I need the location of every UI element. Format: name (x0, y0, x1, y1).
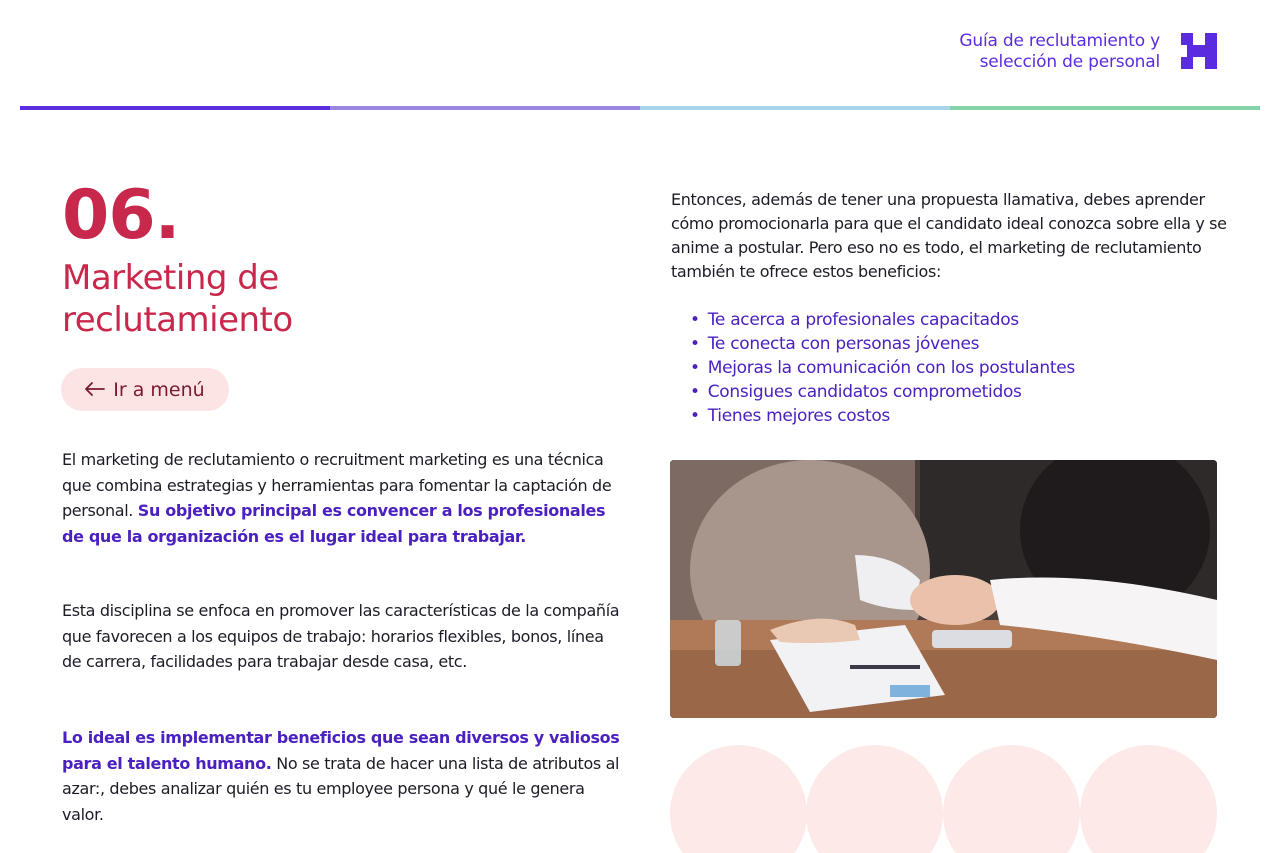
ideal-text: No se trata de hacer una lista de atributos al azar:, debes analizar quién es tu employee persona y qué le genera valor. (62, 753, 620, 824)
brand-h-logo-icon (1181, 33, 1217, 69)
document-header-title (959, 31, 1160, 73)
decorative-circle (670, 745, 807, 853)
benefits-intro-paragraph: Entonces, además de tener una propuesta llamativa, debes aprender cómo promocionarla para que el candidato ideal conozca sobre ella y se anime a postular. Pero eso no es todo, el marketing de reclutamiento también te ofrece estos beneficios: (671, 190, 1227, 281)
benefits-list (690, 308, 1075, 428)
header-divider (20, 106, 1260, 110)
benefit-item: • Consigues candidatos comprometidos (690, 380, 1075, 404)
decorative-circle (1080, 745, 1217, 853)
divider-segment (640, 106, 950, 110)
divider-segment (330, 106, 640, 110)
section-title-line-2: reclutamiento (62, 300, 293, 340)
ideal-emphasis: Lo ideal es implementar beneficios que sean diversos y valiosos para el talento humano. (62, 728, 620, 773)
discipline-paragraph: Esta disciplina se enfoca en promover las características de la compañía que favorecen a los equipos de trabajo: horarios flexibles, bonos, línea de carrera, facilidades para trabajar desde casa, etc. (62, 601, 620, 671)
section-title-line-1: Marketing de (62, 258, 279, 298)
intro-text: El marketing de reclutamiento o recruitment marketing es una técnica que combina estrategias y herramientas para fomentar la captación de personal. (62, 450, 612, 520)
intro-paragraph (62, 447, 622, 549)
divider-segment (20, 106, 330, 110)
benefit-item: • Tienes mejores costos (690, 404, 1075, 428)
handshake-photo (670, 460, 1217, 718)
ideal-paragraph (62, 725, 622, 827)
decorative-circles (670, 745, 1217, 853)
benefit-item: • Mejoras la comunicación con los postulantes (690, 356, 1075, 380)
arrow-left-icon (85, 379, 105, 401)
header-title-line-2: selección de personal (979, 52, 1160, 72)
divider-segment (950, 106, 1260, 110)
decorative-circle (943, 745, 1080, 853)
back-to-menu-button[interactable] (61, 368, 229, 411)
benefit-item: • Te acerca a profesionales capacitados (690, 308, 1075, 332)
decorative-circle (806, 745, 943, 853)
section-title (62, 257, 462, 341)
back-button-label: Ir a menú (113, 378, 205, 401)
header-title-line-1: Guía de reclutamiento y (959, 31, 1160, 51)
benefit-item: • Te conecta con personas jóvenes (690, 332, 1075, 356)
intro-emphasis: Su objetivo principal es convencer a los profesionales de que la organización es el lugar ideal para trabajar. (62, 501, 606, 546)
section-number: 06. (62, 176, 180, 255)
